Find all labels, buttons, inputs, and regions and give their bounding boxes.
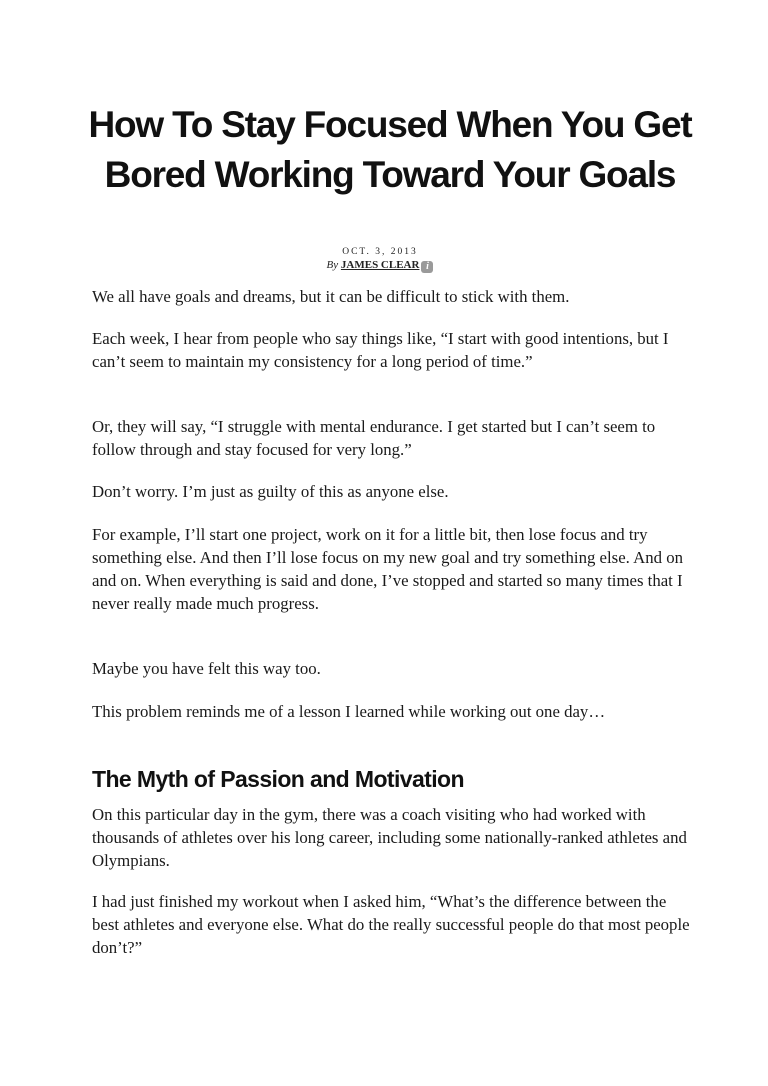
paragraph: Maybe you have felt this way too. (92, 659, 321, 678)
article-title: How To Stay Focused When You Get Bored Working Toward Your Goals (88, 104, 692, 195)
byline-prefix: By (326, 259, 339, 271)
section-heading: The Myth of Passion and Motivation (92, 766, 464, 792)
paragraph: Don’t worry. I’m just as guilty of this as anyone else. (92, 482, 449, 501)
paragraph: On this particular day in the gym, there was a coach visiting who had worked with thousands of athletes over his long career, including some nationally-ranked athletes and Olympians. (92, 805, 687, 870)
article-date: OCT. 3, 2013 (342, 247, 418, 257)
paragraph: Or, they will say, “I struggle with mental endurance. I get started but I can’t seem to follow through and stay focused for very long.” (92, 417, 656, 459)
paragraph: Each week, I hear from people who say things like, “I start with good intentions, but I can’t seem to maintain my consistency for a long period of time.” (92, 329, 669, 371)
author-link[interactable]: JAMES CLEAR (340, 259, 420, 271)
paragraph: We all have goals and dreams, but it can be difficult to stick with them. (92, 287, 570, 306)
byline (230, 258, 530, 273)
paragraph: This problem reminds me of a lesson I learned while working out one day… (92, 702, 606, 721)
paragraph: For example, I’ll start one project, work on it for a little bit, then lose focus and try something else. And then I’ll lose focus on my new goal and try something else. And on and on. When everything is said and done, I’ve stopped and started so many times that I never really made much progress. (92, 525, 683, 613)
info-icon: i (421, 261, 433, 273)
paragraph: I had just finished my workout when I asked him, “What’s the difference between the best athletes and everyone else. What do the really successful people do that most people don’t?” (92, 892, 690, 957)
article-meta (230, 246, 530, 273)
